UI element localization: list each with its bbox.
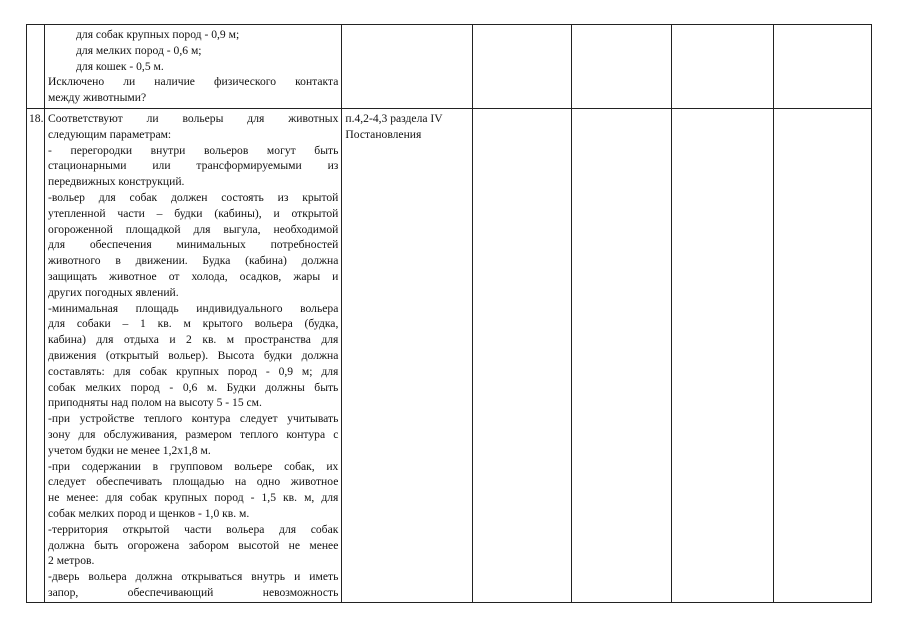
text-line: для мелких пород - 0,6 м;: [76, 43, 202, 57]
answer-cell: [671, 25, 773, 109]
text-line: для собаки – 1 кв. м крытого вольера (будка,: [48, 317, 339, 331]
text-line: зону для обслуживания, размером теплого контура с: [48, 427, 339, 441]
text-line: передвижных конструкций.: [48, 175, 185, 189]
checklist-table: [26, 24, 872, 603]
text-line: собак мелких пород и щенков - 1,0 кв. м.: [48, 506, 250, 520]
text-line: движения (открытый вольер). Высота будки должна: [48, 348, 339, 362]
row-number-cell: 18.: [27, 109, 45, 603]
text-line: животного в движении. Будка (кабина) должна: [48, 254, 339, 268]
text-line: кабина) для отдыха и 2 кв. м пространства для: [48, 333, 339, 347]
text-line: запор, обеспечивающий невозможность: [48, 585, 339, 599]
answer-cell: [773, 109, 871, 603]
text-line: Исключено ли наличие физического контакта: [48, 75, 339, 89]
text-line: - перегородки внутри вольеров могут быть: [48, 143, 339, 157]
text-line: учетом будки не менее 1,2x1,8 м.: [48, 443, 211, 457]
text-line: составлять: для собак крупных пород - 0,9 м; для: [48, 364, 339, 378]
text-line: Соответствуют ли вольеры для животных: [48, 112, 339, 125]
text-line: для собак крупных пород - 0,9 м;: [76, 28, 240, 41]
reference-cell: [342, 25, 472, 109]
legal-reference: п.4,2-4,3 раздела IV Постановления: [345, 112, 443, 141]
text-line: -вольер для собак должен состоять из крытой: [48, 190, 339, 204]
table-row: [27, 109, 872, 603]
text-line: других погодных явлений.: [48, 285, 179, 299]
reference-cell: [342, 109, 472, 603]
text-line: для кошек - 0,5 м.: [76, 59, 164, 73]
text-line: -при содержании в групповом вольере собак, их: [48, 459, 339, 473]
answer-cell: [571, 109, 671, 603]
text-line: следует обеспечивать площадью на одно животное: [48, 475, 339, 489]
answer-cell: [472, 109, 571, 603]
question-cell: [45, 109, 342, 603]
answer-cell: [472, 25, 571, 109]
table-row: [27, 25, 872, 109]
text-line: -минимальная площадь индивидуального вольера: [48, 301, 339, 315]
text-line: должна быть огорожена забором высотой не менее: [48, 538, 339, 552]
text-line: 2 метров.: [48, 554, 95, 568]
text-line: следующим параметрам:: [48, 127, 172, 141]
row-number-cell: [27, 25, 45, 109]
text-line: огороженной площадкой для выгула, необходимой: [48, 222, 339, 236]
answer-cell: [571, 25, 671, 109]
text-line: защищать животное от холода, осадков, жары и: [48, 269, 339, 283]
text-line: -территория открытой части вольера для собак: [48, 522, 339, 536]
text-line: -дверь вольера должна открываться внутрь и иметь: [48, 570, 339, 584]
text-line: не менее: для собак крупных пород - 1,5 кв. м, для: [48, 491, 339, 505]
text-line: стационарными или трансформируемыми из: [48, 159, 339, 173]
text-line: между животными?: [48, 91, 147, 105]
question-cell: [45, 25, 342, 109]
text-line: утепленной части – будки (кабины), и открытой: [48, 206, 339, 220]
text-line: -при устройстве теплого контура следует учитывать: [48, 412, 339, 426]
text-line: приподняты над полом на высоту 5 - 15 см.: [48, 396, 262, 410]
text-line: собак мелких пород - 0,6 м. Будки должны быть: [48, 380, 339, 394]
answer-cell: [671, 109, 773, 603]
text-line: для обеспечения минимальных потребностей: [48, 238, 339, 252]
answer-cell: [773, 25, 871, 109]
